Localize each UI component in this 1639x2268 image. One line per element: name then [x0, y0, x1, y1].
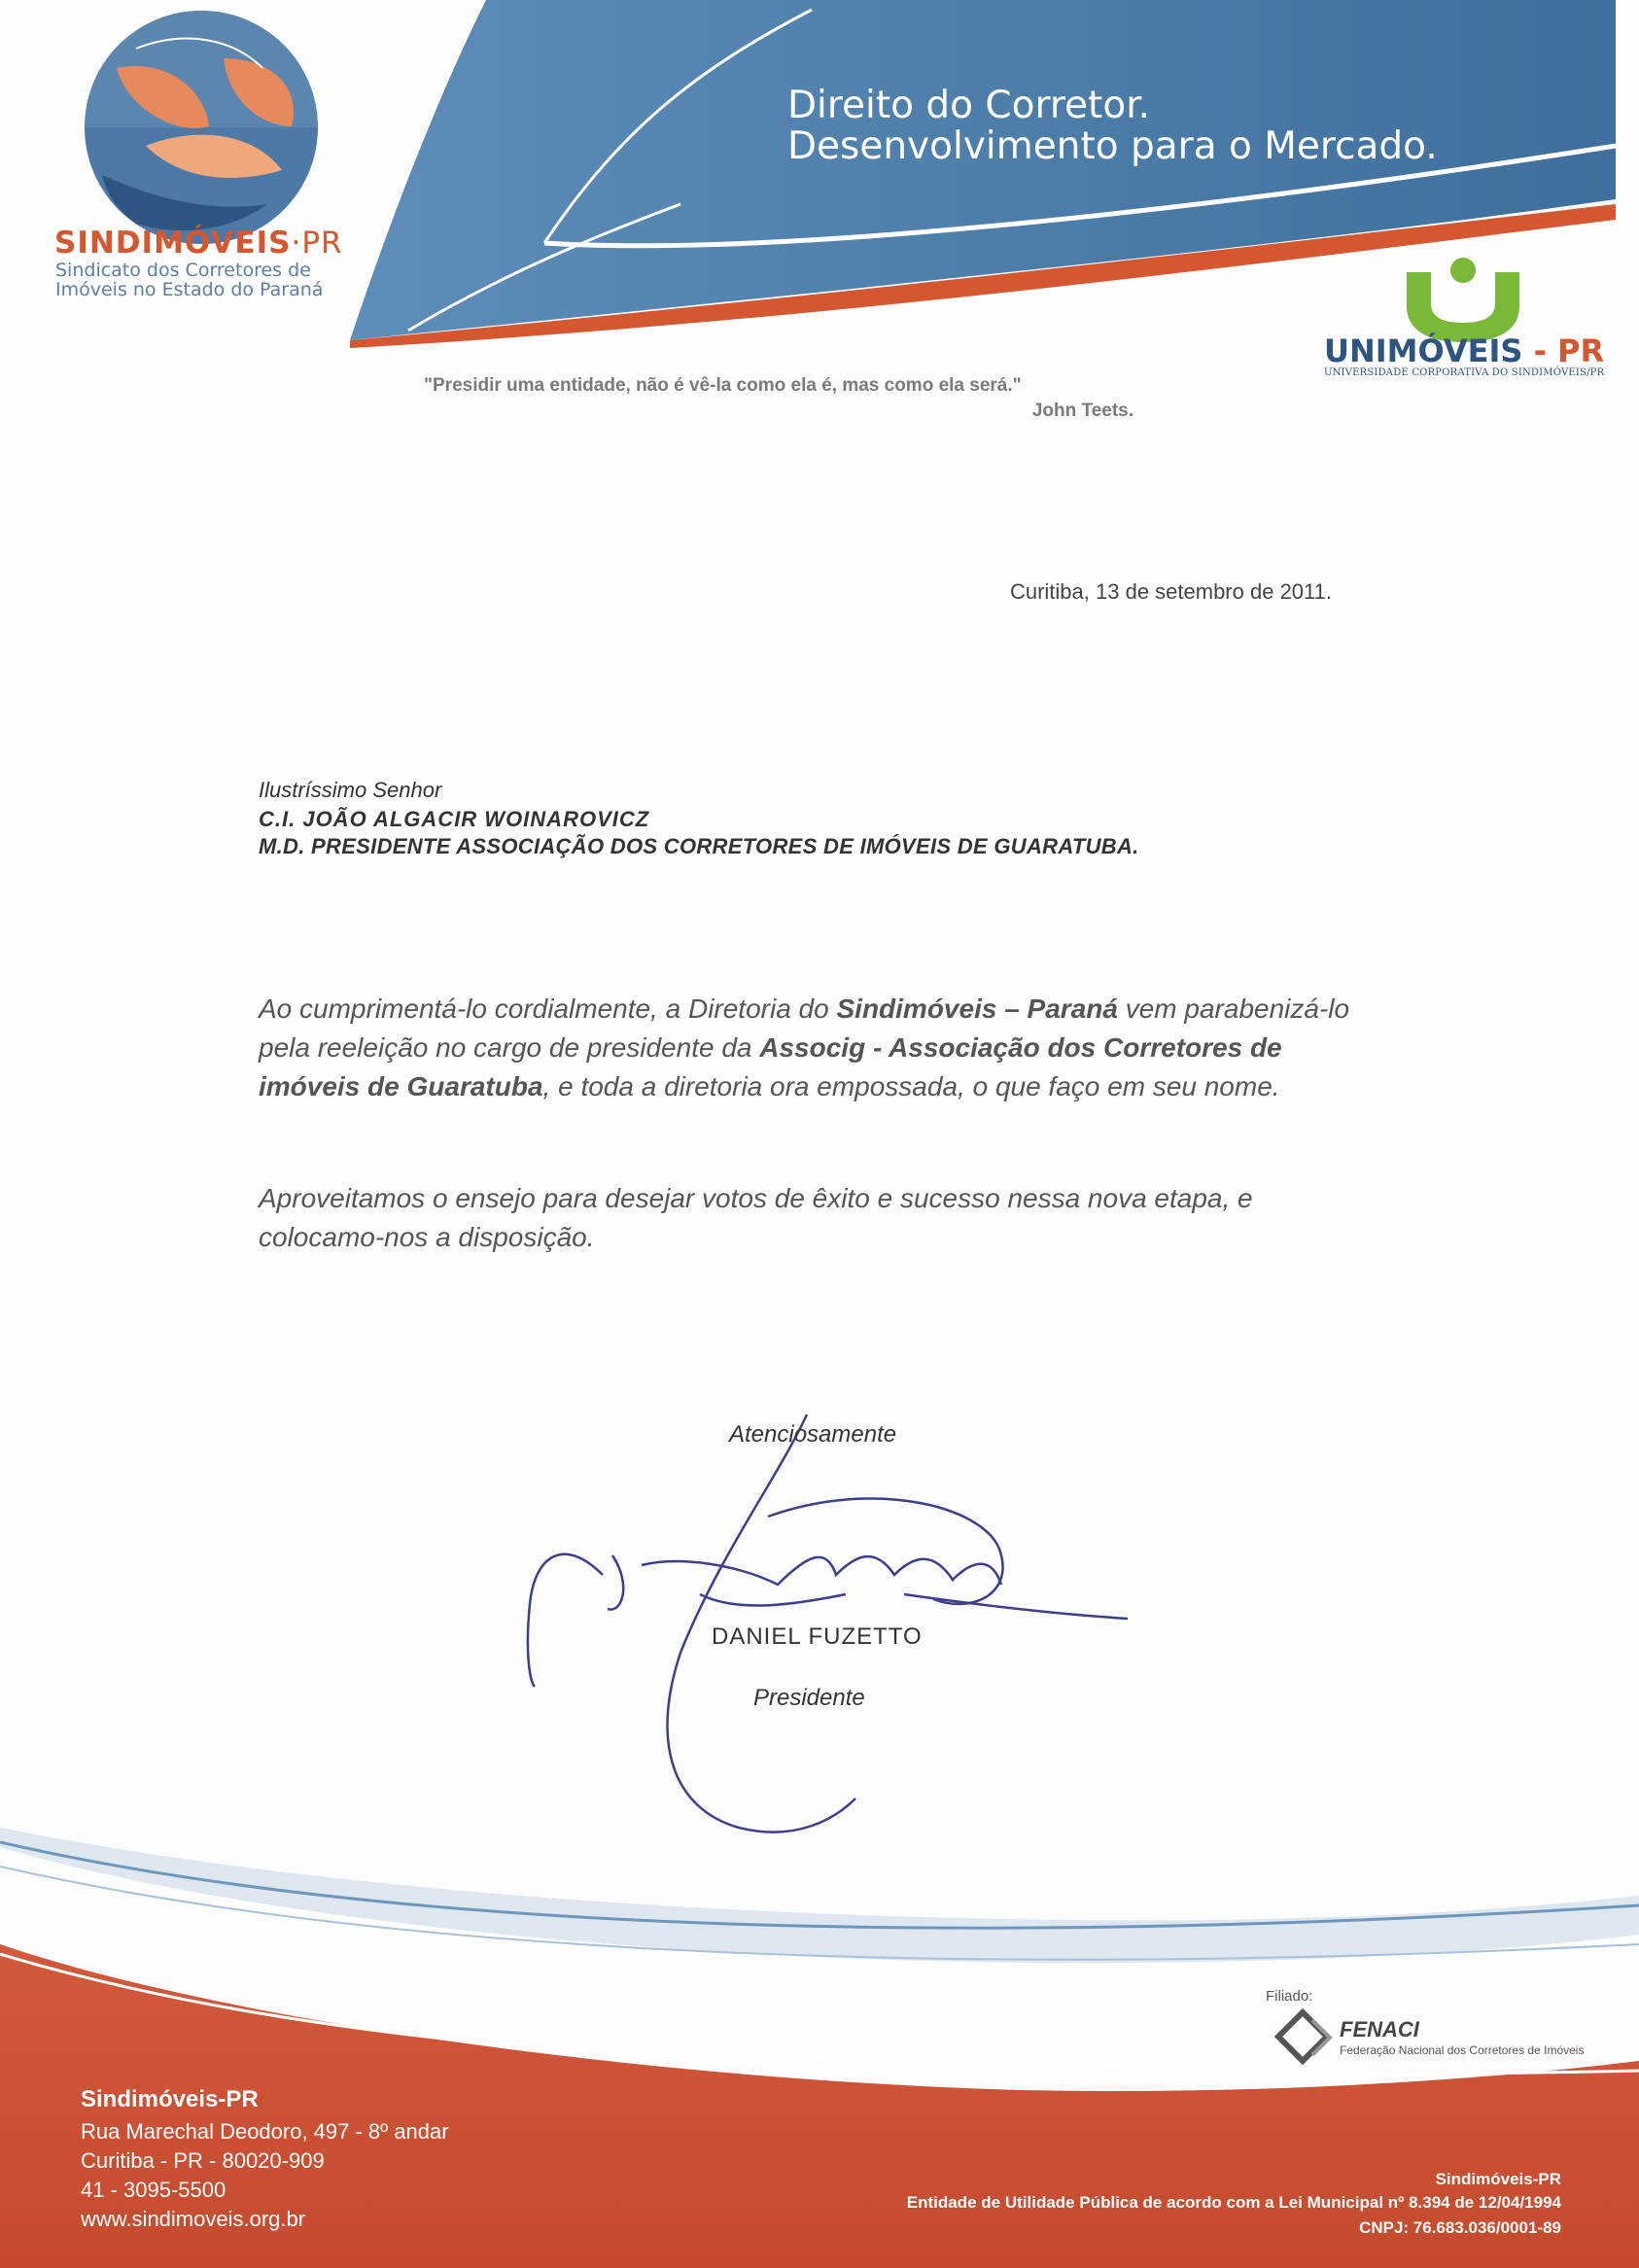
footer-org: Sindimóveis-PR [81, 2086, 259, 2112]
unimoveis-subtitle: UNIVERSIDADE CORPORATIVA DO SINDIMÓVEIS/PR [1324, 367, 1605, 378]
sindimoveis-logo-graphic [85, 11, 318, 244]
fenaci-subtitle: Federação Nacional dos Corretores de Imóveis [1340, 2043, 1585, 2057]
unimoveis-name-text: UNIMÓVEIS [1324, 332, 1523, 369]
footer-right-cnpj: CNPJ: 76.683.036/0001-89 [1359, 2218, 1561, 2237]
fenaci-logo-graphic [1278, 2012, 1330, 2061]
tagline-line-2: Desenvolvimento para o Mercado. [787, 124, 1438, 168]
paragraph-1 [259, 990, 1357, 1106]
footer-phone: 41 - 3095-5500 [81, 2178, 227, 2202]
recipient-name: C.I. JOÃO ALGACIR WOINAROVICZ [259, 807, 650, 831]
brand-separator: · [291, 226, 302, 261]
footer-city: Curitiba - PR - 80020-909 [81, 2148, 325, 2173]
footer-right-org: Sindimóveis-PR [1435, 2170, 1561, 2188]
filiado-label: Filiado: [1266, 1988, 1313, 2005]
paragraph-2: Aproveitamos o ensejo para desejar votos de êxito e sucesso nessa nova etapa, e colocamo-nos a disposição. [259, 1183, 1253, 1252]
unimoveis-suffix: - PR [1533, 332, 1605, 369]
fenaci-name: FENACI [1340, 2017, 1419, 2041]
header-quote: "Presidir uma entidade, não é vê-la como ela é, mas como ela será." [424, 375, 1022, 396]
footer-blue-sweep [0, 1828, 1639, 1963]
brand-name [54, 226, 343, 261]
p1-text-e: , e toda a diretoria ora empossada, o que faço em seu nome. [542, 1071, 1280, 1101]
signer-title: Presidente [753, 1685, 865, 1711]
brand-name-text: SINDIMÓVEIS [54, 226, 292, 261]
unimoveis-logo-graphic [1407, 258, 1519, 342]
p1-text-a: Ao cumprimentá-lo cordialmente, a Diretoria do [259, 994, 837, 1024]
footer-right-legal: Entidade de Utilidade Pública de acordo com a Lei Municipal nº 8.394 de 12/04/1994 [906, 2193, 1561, 2212]
letter-date: Curitiba, 13 de setembro de 2011. [1009, 579, 1332, 604]
recipient-role: M.D. PRESIDENTE ASSOCIAÇÃO DOS CORRETORES DE IMÓVEIS DE GUARATUBA. [259, 834, 1139, 858]
quote-author: John Teets. [1031, 401, 1133, 421]
brand-suffix: PR [301, 226, 343, 261]
footer-address: Rua Marechal Deodoro, 497 - 8º andar [81, 2119, 449, 2144]
footer-website[interactable]: www.sindimoveis.org.br [81, 2207, 306, 2231]
unimoveis-name [1324, 332, 1604, 369]
header-tagline [787, 86, 1438, 167]
p1-text-c: vem parabenizá-lo pela reeleição no cargo de presidente da [259, 994, 1350, 1063]
closing: Atenciosamente [729, 1421, 897, 1448]
brand-subtitle-2: Imóveis no Estado do Paraná [55, 279, 324, 300]
signer-name: DANIEL FUZETTO [712, 1623, 923, 1650]
p1-org: Sindimóveis – Paraná [836, 994, 1118, 1024]
salutation: Ilustríssimo Senhor [259, 778, 442, 802]
p1-association: Associg - Associação dos Corretores de imóveis de Guaratuba [259, 1032, 1282, 1101]
tagline-line-1: Direito do Corretor. [787, 84, 1151, 127]
brand-subtitle-1: Sindicato dos Corretores de [55, 260, 311, 281]
